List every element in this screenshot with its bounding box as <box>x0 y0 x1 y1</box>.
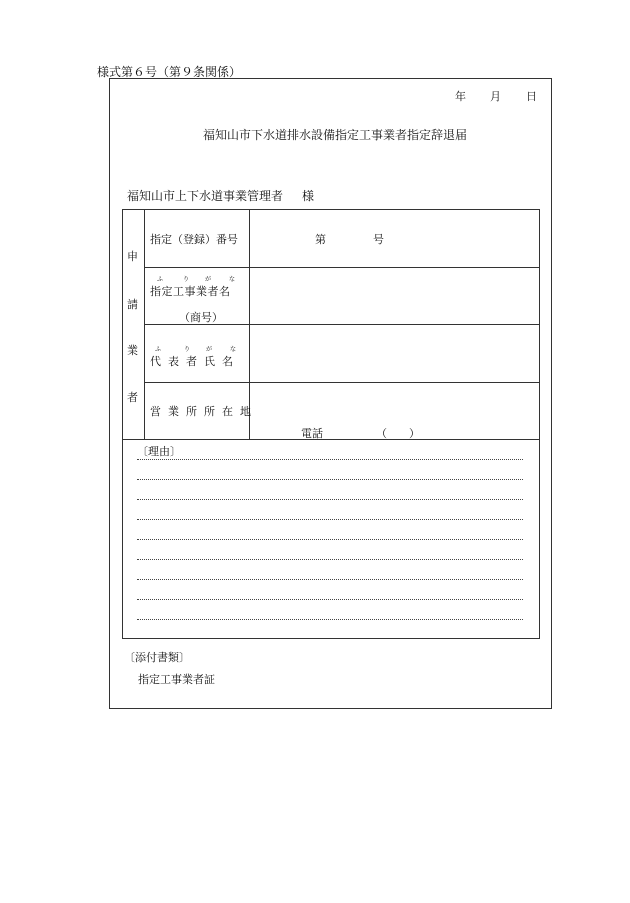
applicant-char: 業 <box>127 344 138 357</box>
applicant-char: 請 <box>127 298 138 311</box>
table-divider <box>122 439 540 440</box>
addressee-honorific: 様 <box>302 189 315 203</box>
reason-field[interactable] <box>130 446 528 632</box>
phone-label: 電話 <box>301 427 323 440</box>
representative-ruby: り <box>184 346 191 353</box>
attachments-item: 指定工事業者証 <box>138 673 215 686</box>
number-suffix: 号 <box>373 233 384 246</box>
representative-ruby: が <box>206 346 213 353</box>
number-prefix: 第 <box>315 233 326 246</box>
phone-paren: （ ） <box>376 427 420 440</box>
representative-ruby: な <box>230 346 237 353</box>
representative-name-field[interactable] <box>250 325 539 381</box>
company-ruby: ふ <box>157 276 164 283</box>
addressee-name: 福知山市上下水道事業管理者 <box>127 189 284 203</box>
company-name-field[interactable] <box>250 268 539 323</box>
number-label: 指定（登録）番号 <box>150 233 238 246</box>
company-sublabel: （商号） <box>179 311 223 324</box>
form-number: 様式第６号（第９条関係） <box>97 65 242 79</box>
office-address-field[interactable] <box>250 383 539 438</box>
applicant-char: 申 <box>127 250 138 263</box>
applicant-char: 者 <box>127 391 138 404</box>
company-label: 指定工事業者名 <box>150 285 231 298</box>
reason-label: 〔理由〕 <box>137 445 181 458</box>
document-title: 福知山市下水道排水設備指定工事業者指定辞退届 <box>203 128 468 142</box>
representative-label: 代表者氏名 <box>150 355 240 368</box>
office-label: 営業所所在地 <box>150 405 258 418</box>
date-month: 月 <box>490 90 501 103</box>
company-ruby: な <box>229 276 236 283</box>
company-ruby: が <box>205 276 212 283</box>
company-ruby: り <box>183 276 190 283</box>
date-year: 年 <box>455 90 466 103</box>
attachments-label: 〔添付書類〕 <box>124 651 190 664</box>
date-day: 日 <box>526 90 537 103</box>
representative-ruby: ふ <box>155 346 162 353</box>
